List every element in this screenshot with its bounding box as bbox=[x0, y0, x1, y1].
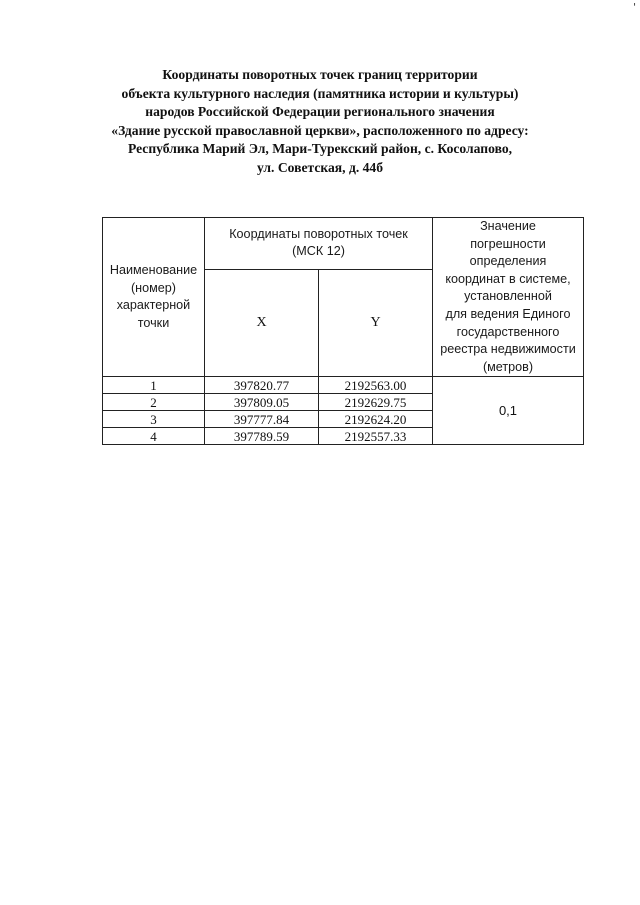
coordinates-group-header bbox=[205, 218, 433, 270]
title-line: Координаты поворотных точек границ территории bbox=[162, 67, 478, 82]
x-value: 397777.84 bbox=[205, 411, 319, 428]
point-number: 4 bbox=[103, 428, 205, 445]
table-row bbox=[103, 377, 584, 394]
accuracy-value: 0,1 bbox=[433, 377, 584, 445]
header-line: для ведения Единого bbox=[445, 306, 571, 321]
x-value: 397809.05 bbox=[205, 394, 319, 411]
header-line: (МСК 12) bbox=[292, 244, 345, 259]
y-column-header: Y bbox=[319, 269, 433, 377]
header-line: Наименование bbox=[109, 262, 198, 277]
title-line: ул. Советская, д. 44б bbox=[256, 159, 384, 175]
header-line: государственного bbox=[456, 324, 560, 339]
title-line: Республика Марий Эл, Мари-Турекский район, с. Косолапово, bbox=[127, 141, 513, 157]
table-header-row bbox=[103, 218, 584, 270]
point-name-header bbox=[103, 218, 205, 377]
point-number: 2 bbox=[103, 394, 205, 411]
header-line: характерной bbox=[116, 298, 191, 313]
y-value: 2192563.00 bbox=[319, 377, 433, 394]
y-value: 2192629.75 bbox=[319, 394, 433, 411]
x-value: 397820.77 bbox=[205, 377, 319, 394]
accuracy-header bbox=[433, 218, 584, 377]
header-line: (метров) bbox=[482, 359, 534, 374]
point-number: 3 bbox=[103, 411, 205, 428]
header-line: установленной bbox=[464, 289, 552, 304]
header-line: реестра недвижимости bbox=[440, 342, 576, 357]
corner-mark: ' bbox=[633, 2, 636, 13]
header-line: точки bbox=[137, 315, 170, 330]
title-line: объекта культурного наследия (памятника истории и культуры) bbox=[121, 85, 519, 101]
header-line: (номер) bbox=[130, 280, 176, 295]
point-number: 1 bbox=[103, 377, 205, 394]
document-title bbox=[60, 66, 580, 178]
header-line: определения bbox=[469, 254, 547, 269]
title-line: народов Российской Федерации регионального значения bbox=[145, 104, 495, 120]
coordinates-table bbox=[102, 217, 584, 445]
header-line: Значение bbox=[480, 219, 536, 233]
header-line: координат в системе, bbox=[445, 271, 571, 286]
title-line: «Здание русской православной церкви», расположенного по адресу: bbox=[111, 122, 529, 138]
y-value: 2192557.33 bbox=[319, 428, 433, 445]
header-line: Координаты поворотных точек bbox=[229, 226, 408, 241]
header-line: погрешности bbox=[470, 236, 546, 251]
x-column-header: X bbox=[205, 269, 319, 377]
x-value: 397789.59 bbox=[205, 428, 319, 445]
y-value: 2192624.20 bbox=[319, 411, 433, 428]
